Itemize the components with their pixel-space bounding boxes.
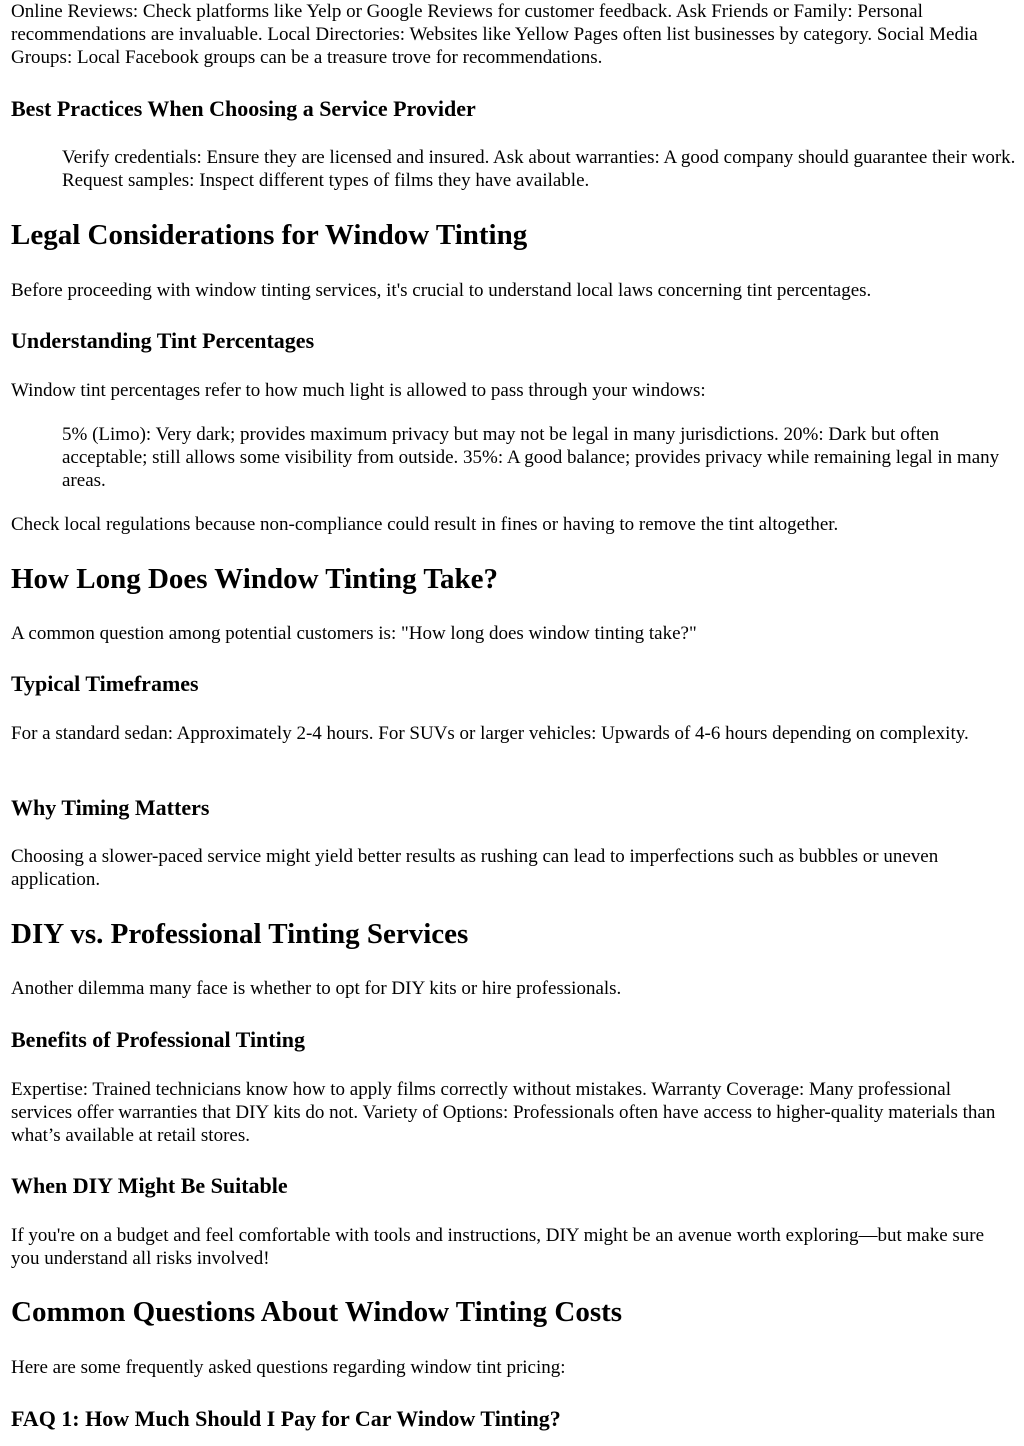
diy-suitable-paragraph: If you're on a budget and feel comfortable with tools and instructions, DIY might be an avenue worth exploring—but make sure you understand all risks involved! — [11, 1225, 985, 1269]
diy-heading: DIY vs. Professional Tinting Services — [11, 918, 469, 950]
professional-benefits-heading: Benefits of Professional Tinting — [11, 1027, 305, 1052]
faq-paragraph: Here are some frequently asked questions regarding window tint pricing: — [11, 1357, 566, 1378]
legal-paragraph: Before proceeding with window tinting services, it's crucial to understand local laws concerning tint percentages. — [11, 280, 872, 301]
tint-percentages-paragraph: Window tint percentages refer to how much light is allowed to pass through your windows: — [11, 380, 706, 401]
faq1-heading: FAQ 1: How Much Should I Pay for Car Window Tinting? — [11, 1406, 561, 1431]
diy-suitable-heading: When DIY Might Be Suitable — [11, 1173, 288, 1198]
diy-paragraph: Another dilemma many face is whether to opt for DIY kits or hire professionals. — [11, 978, 622, 999]
best-practices-quote: Verify credentials: Ensure they are licensed and insured. Ask about warranties: A good company should guarantee their work. Request samples: Inspect different types of films they have available. — [62, 147, 1016, 191]
legal-heading: Legal Considerations for Window Tinting — [11, 219, 528, 251]
tint-percentages-heading: Understanding Tint Percentages — [11, 328, 315, 353]
intro-paragraph: Online Reviews: Check platforms like Yelp or Google Reviews for customer feedback. Ask Friends or Family: Personal recommendations are invaluable. Local Directories: Websites like Yellow Pages often list businesses by category. Social Media Groups: Local Facebook groups can be a treasure trove for recommendations. — [11, 1, 978, 68]
timing-matters-paragraph: Choosing a slower-paced service might yield better results as rushing can lead to imperfections such as bubbles or uneven application. — [11, 846, 939, 890]
best-practices-heading: Best Practices When Choosing a Service Provider — [11, 96, 476, 121]
duration-paragraph: A common question among potential customers is: "How long does window tinting take?" — [11, 623, 697, 644]
regulations-paragraph: Check local regulations because non-compliance could result in fines or having to remove the tint altogether. — [11, 514, 839, 535]
timeframes-heading: Typical Timeframes — [11, 671, 199, 696]
professional-benefits-paragraph: Expertise: Trained technicians know how to apply films correctly without mistakes. Warranty Coverage: Many professional services offer warranties that DIY kits do not. Variety of Options: Professionals often have access to higher-quality materials than what’s available at retail stores. — [11, 1079, 996, 1146]
timing-matters-heading: Why Timing Matters — [11, 795, 210, 820]
duration-heading: How Long Does Window Tinting Take? — [11, 563, 499, 595]
tint-percentages-quote: 5% (Limo): Very dark; provides maximum privacy but may not be legal in many jurisdictions. 20%: Dark but often acceptable; still allows some visibility from outside. 35%: A good balance; provides privacy while remaining legal in many areas. — [62, 424, 1000, 491]
timeframes-paragraph: For a standard sedan: Approximately 2-4 hours. For SUVs or larger vehicles: Upwards of 4-6 hours depending on complexity. — [11, 723, 969, 744]
faq-heading: Common Questions About Window Tinting Costs — [11, 1296, 623, 1328]
